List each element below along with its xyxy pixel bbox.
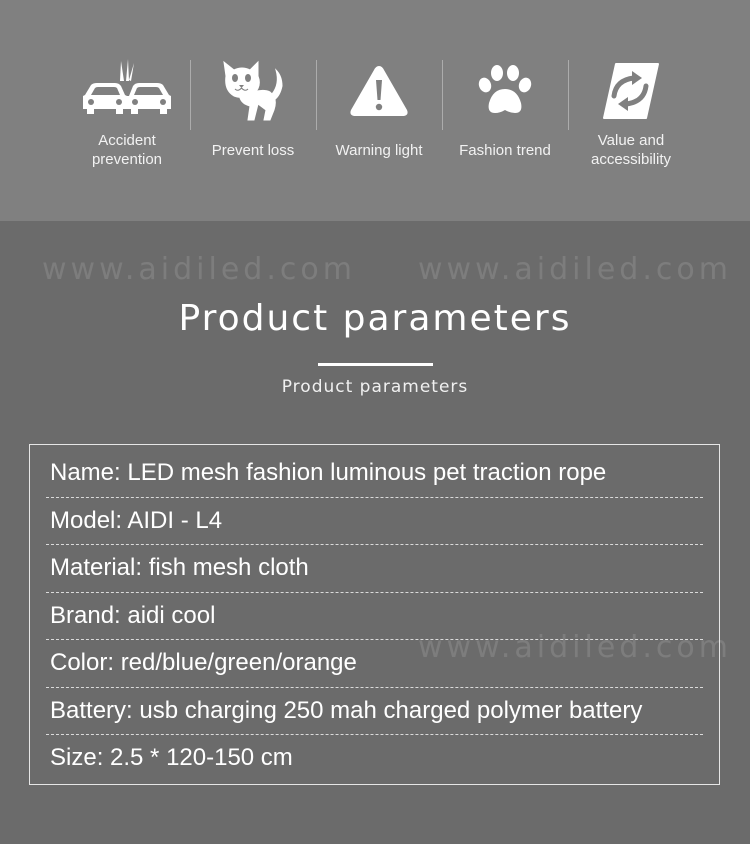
feature-label: Fashion trend: [459, 141, 551, 159]
param-name: Name: LED mesh fashion luminous pet traction rope: [50, 458, 607, 486]
title-divider: [318, 363, 433, 366]
feature-value-accessibility: [568, 56, 694, 186]
parameters-table: [29, 444, 720, 785]
car-collision-icon: [81, 56, 173, 126]
section-title: Product parameters: [178, 298, 572, 339]
feature-label: Value and accessibility: [590, 132, 672, 168]
feature-label: Warning light: [335, 141, 423, 159]
section-subtitle: Product parameters: [281, 377, 469, 397]
feature-row: [64, 56, 694, 186]
watermark: www.aidiled.com: [418, 252, 732, 287]
param-brand: Brand: aidi cool: [46, 592, 703, 640]
paw-print-icon: [459, 56, 551, 126]
param-battery: Battery: usb charging 250 mah charged polymer battery: [46, 687, 703, 735]
watermark: www.aidiled.com: [418, 630, 732, 665]
warning-triangle-icon: [333, 56, 425, 126]
param-color: Color: red/blue/green/orange: [46, 639, 703, 687]
param-material: Material: fish mesh cloth: [46, 544, 703, 592]
feature-label: Accident prevention: [91, 132, 163, 168]
watermark: www.aidiled.com: [42, 252, 356, 287]
cat-icon: [207, 56, 299, 126]
feature-accident-prevention: [64, 56, 190, 186]
feature-warning-light: [316, 56, 442, 186]
feature-prevent-loss: [190, 56, 316, 186]
feature-fashion-trend: [442, 56, 568, 186]
value-arrows-icon: [585, 56, 677, 126]
param-model: Model: AIDI - L4: [46, 497, 703, 545]
param-size: Size: 2.5 * 120-150 cm: [46, 734, 703, 782]
feature-label: Prevent loss: [211, 141, 295, 159]
